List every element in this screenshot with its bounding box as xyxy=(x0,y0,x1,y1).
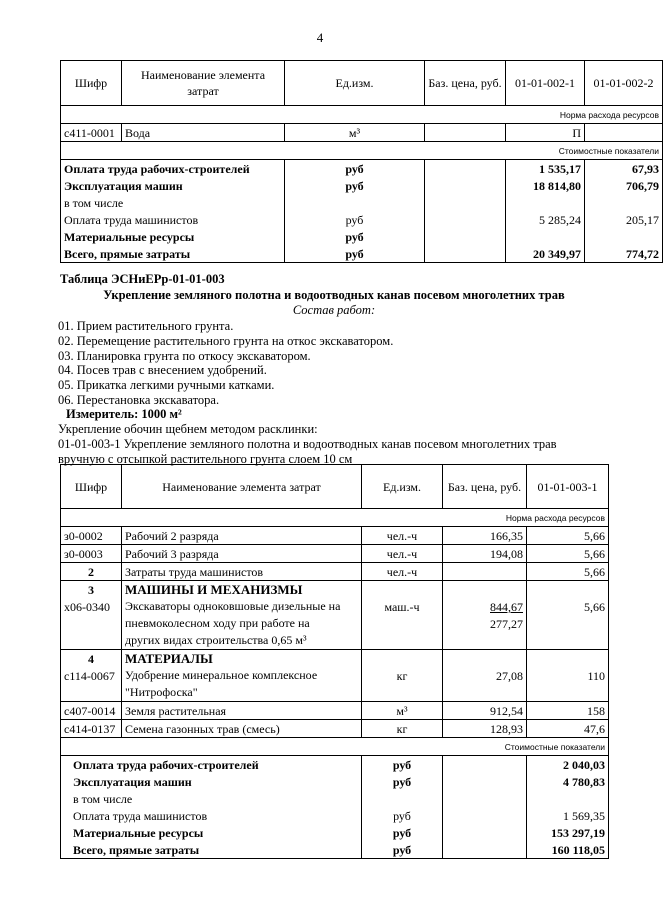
table-row: Эксплуатация машин руб 18 814,80 706,79 xyxy=(61,177,663,194)
cost-note: Стоимостные показатели xyxy=(61,738,609,756)
composition-label: Состав работ: xyxy=(292,303,376,317)
resource-v1: П xyxy=(506,124,585,142)
resource-name: Вода xyxy=(122,124,285,142)
table-header xyxy=(61,61,663,106)
resource-code: с411-0001 xyxy=(61,124,122,142)
section-title: Укрепление земляного полотна и водоотводных канав посевом многолетних трав xyxy=(103,288,565,302)
header-col-1: 01-01-002-1 xyxy=(506,61,585,106)
table-row: 4 МАТЕРИАЛЫ xyxy=(61,650,609,668)
table-row: в том числе xyxy=(61,194,663,211)
norm-note: Норма расхода ресурсов xyxy=(61,106,663,124)
table-header: Шифр Наименование элемента затрат Ед.изм. Баз. цена, руб. 01-01-003-1 xyxy=(61,465,609,509)
header-col-2: 01-01-002-2 xyxy=(585,61,663,106)
table-row: 3 МАШИНЫ И МЕХАНИЗМЫ xyxy=(61,581,609,599)
table-row: Материальные ресурсы руб 153 297,19 xyxy=(61,824,609,841)
table-row: з0-0003 Рабочий 3 разряда чел.-ч 194,08 5,66 xyxy=(61,545,609,563)
table-row: Материальные ресурсы руб xyxy=(61,228,663,245)
norm-note: Норма расхода ресурсов xyxy=(61,509,609,527)
list-item: 03. Планировка грунта по откосу экскаватором. xyxy=(58,348,311,363)
list-item: 06. Перестановка экскаватора. xyxy=(58,392,220,407)
table-row: Эксплуатация машин руб 4 780,83 xyxy=(61,773,609,790)
resource-v2 xyxy=(585,124,663,142)
table-row: в том числе xyxy=(61,790,609,807)
table-row xyxy=(61,124,663,142)
table-row: Оплата труда рабочих-строителей руб 2 040,03 xyxy=(61,756,609,774)
header-unit: Ед.изм. xyxy=(285,61,425,106)
table-row: с414-0137 Семена газонных трав (смесь) кг 128,93 47,6 xyxy=(61,720,609,738)
page-number: 4 xyxy=(316,30,324,45)
header-name: Наименование элемента затрат xyxy=(122,61,285,106)
table-01-01-003 xyxy=(60,464,609,859)
header-price: Баз. цена, руб. xyxy=(425,61,506,106)
table-row: Оплата труда машинистов руб 1 569,35 xyxy=(61,807,609,824)
header-code: Шифр xyxy=(61,61,122,106)
list-item: 01. Прием растительного грунта. xyxy=(58,319,234,333)
list-item: 02. Перемещение растительного грунта на откос экскаватором. xyxy=(58,333,394,348)
table-row: з0-0002 Рабочий 2 разряда чел.-ч 166,35 5,66 xyxy=(61,527,609,545)
works-list xyxy=(58,319,393,408)
list-item: 04. Посев трав с внесением удобрений. xyxy=(58,363,267,378)
table-row: 2 Затраты труда машинистов чел.-ч 5,66 xyxy=(61,563,609,581)
table-row: Всего, прямые затраты руб 20 349,97 774,72 xyxy=(61,245,663,263)
cost-note: Стоимостные показатели xyxy=(61,142,663,160)
measurer: Измеритель: 1000 м² xyxy=(66,407,182,421)
table-label: Таблица ЭСНиЕРр-01-01-003 xyxy=(60,272,225,286)
table-row: с407-0014 Земля растительная м³ 912,54 158 xyxy=(61,702,609,720)
notes: Укрепление обочин щебнем методом расклинки: 01-01-003-1 Укрепление земляного полотна и водоотводных канав посевом многолетних трав вручную с отсыпкой растительного грунта слоем 10 см xyxy=(58,422,557,466)
table-row: Оплата труда рабочих-строителей руб 1 535,17 67,93 xyxy=(61,160,663,178)
table-01-01-002 xyxy=(60,60,663,263)
table-row: с114-0067 Удобрение минеральное комплексное "Нитрофоска" кг 27,08 110 xyxy=(61,667,609,702)
table-row: х06-0340 Экскаваторы одноковшовые дизельные на пневмоколесном ходу при работе на других видах строительства 0,65 м³ маш.-ч 844,67 277,27 5,66 xyxy=(61,598,609,650)
list-item: 05. Прикатка легкими ручными катками. xyxy=(58,378,275,393)
table-row: Оплата труда машинистов руб 5 285,24 205,17 xyxy=(61,211,663,228)
resource-unit: м³ xyxy=(285,124,425,142)
table-row: Всего, прямые затраты руб 160 118,05 xyxy=(61,841,609,859)
